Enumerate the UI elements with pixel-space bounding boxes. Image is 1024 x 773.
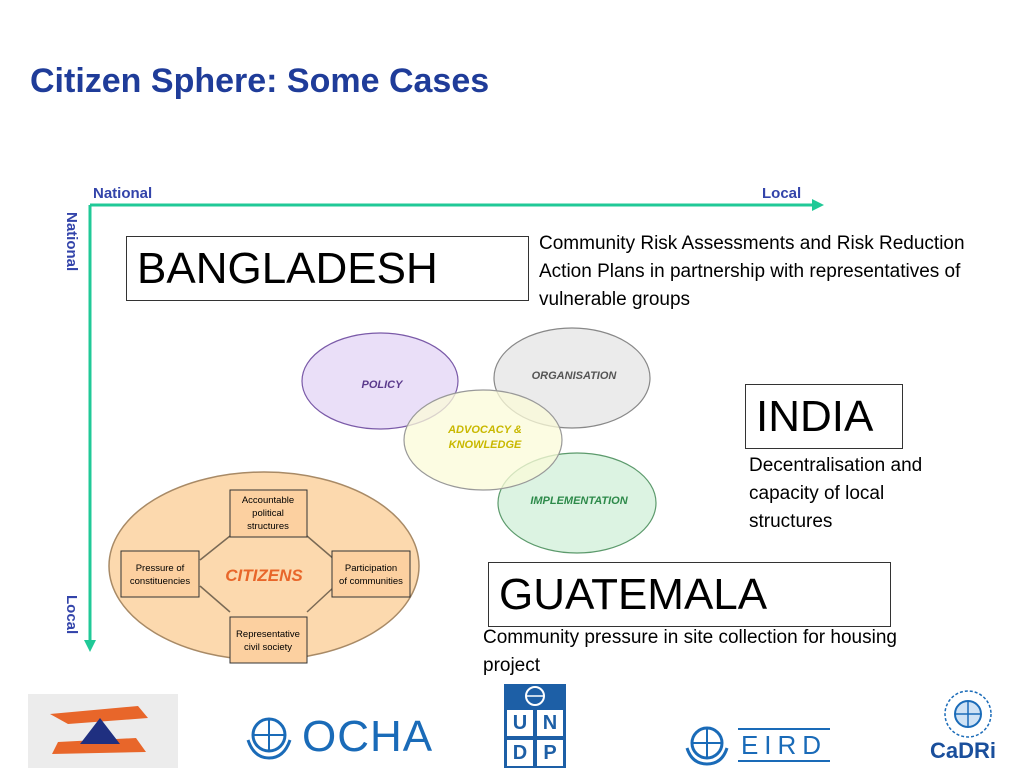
case-box-bangladesh: BANGLADESH — [126, 236, 529, 301]
node-representative-line1: Representative — [236, 629, 300, 640]
node-participation-of-communities — [332, 551, 410, 597]
node-accountable-line2: political — [252, 508, 284, 519]
node-pressure-of-constituencies — [121, 551, 199, 597]
node-pressure-line1: Pressure of — [135, 563, 185, 574]
node-representative-line2: civil society — [243, 642, 293, 653]
undp-letter-p: P — [543, 742, 557, 764]
x-axis-end-label: Local — [762, 185, 802, 202]
organisation-label: ORGANISATION — [531, 370, 617, 382]
case-box-guatemala: GUATEMALA — [488, 562, 891, 627]
node-pressure-line2: constituencies — [129, 576, 191, 587]
eird-logo-text: EIRD — [738, 728, 830, 762]
y-axis-end-label: Local — [63, 595, 80, 635]
citizens-label: CITIZENS — [225, 566, 303, 585]
undp-logo — [504, 684, 566, 768]
un-emblem-icon — [244, 710, 294, 760]
cadri-emblem-icon — [928, 682, 1008, 742]
case-description-bangladesh: Community Risk Assessments and Risk Reduction Action Plans in partnership with representatives of vulnerable groups — [539, 233, 965, 310]
undp-letter-n: N — [542, 712, 558, 734]
cadri-logo-text: CaDRi — [930, 738, 997, 763]
undp-letter-u: U — [512, 712, 528, 734]
implementation-label: IMPLEMENTATION — [530, 495, 628, 507]
y-axis-start-label: National — [63, 212, 80, 272]
node-participation-line2: of communities — [339, 576, 403, 587]
node-accountable-line3: structures — [247, 521, 289, 532]
x-axis-start-label: National — [93, 185, 153, 202]
node-participation-line1: Participation — [344, 563, 398, 574]
node-representative-civil-society — [230, 617, 307, 663]
un-emblem-eird-icon — [682, 718, 732, 768]
undp-letter-d: D — [512, 742, 528, 764]
policy-label: POLICY — [361, 379, 403, 391]
ocha-logo-text: OCHA — [302, 712, 434, 761]
orange-arrows-logo-icon — [28, 694, 178, 768]
slide-title: Citizen Sphere: Some Cases — [30, 62, 490, 100]
case-description-india: Decentralisation and capacity of local structures — [749, 455, 923, 532]
case-description-guatemala: Community pressure in site collection for housing project — [483, 627, 897, 676]
partner-logo-1 — [28, 694, 178, 768]
advocacy-label-line1: ADVOCACY & — [448, 424, 522, 436]
case-box-india: INDIA — [745, 384, 903, 449]
advocacy-label-line2: KNOWLEDGE — [448, 439, 522, 451]
node-accountable-line1: Accountable — [241, 495, 295, 506]
